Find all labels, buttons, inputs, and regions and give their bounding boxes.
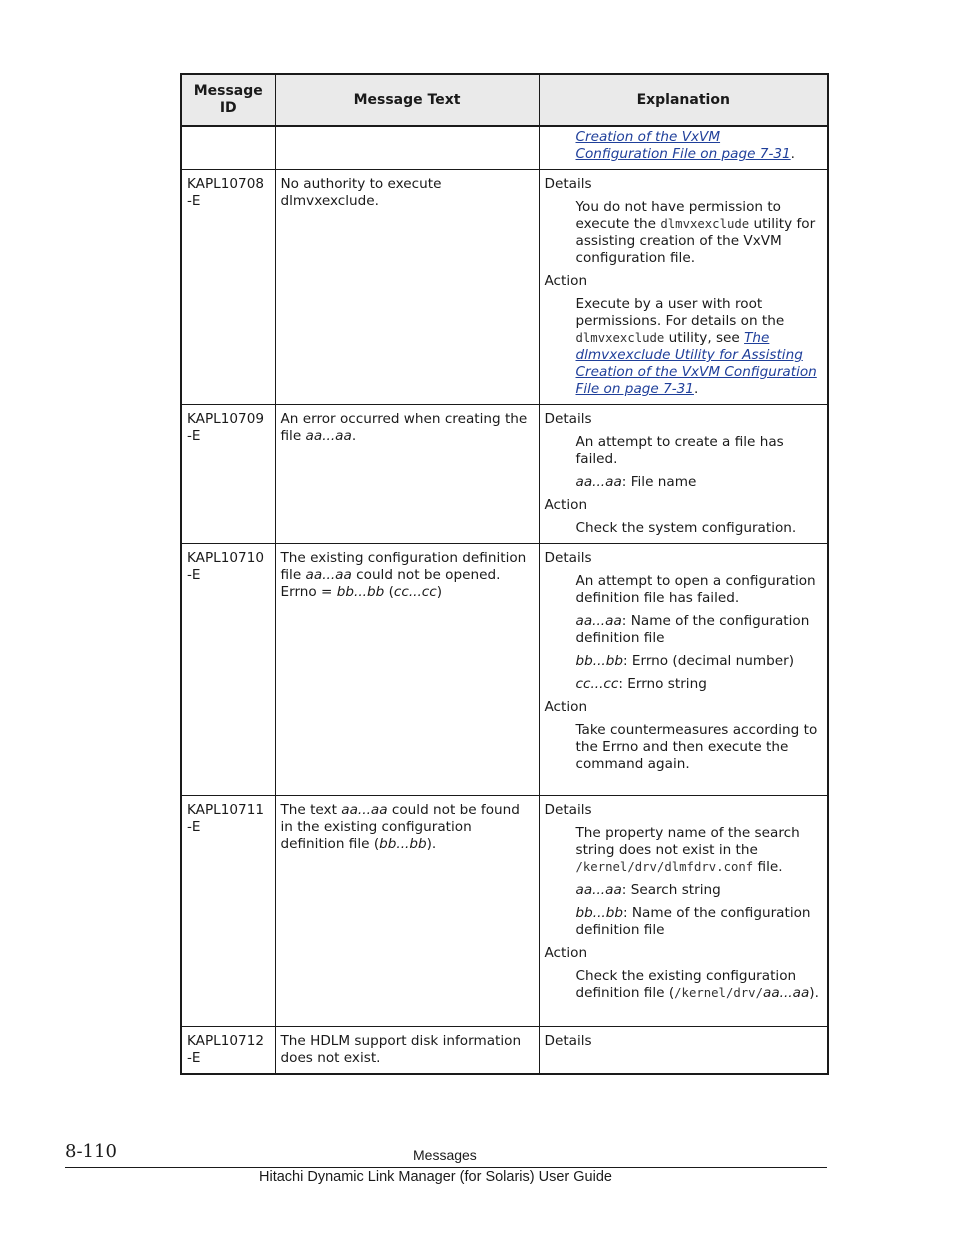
cell-id [181,126,275,170]
cell-id: KAPL10709 -E [181,405,275,544]
cell-text: The existing configuration definition file aa...aa could not be opened. Errno = bb...bb (cc...cc) [275,544,539,796]
cell-explanation [539,126,828,170]
details-text: You do not have permission to execute the dlmvxexclude utility for assisting creation of the VxVM configuration file. [575,199,816,266]
action-text: Check the system configuration. [575,520,797,536]
page-number: 8-110 [65,1141,117,1162]
details-variable: bb...bb: Name of the configuration definition file [575,905,811,938]
action-label: Action [544,273,588,289]
details-label: Details [544,411,592,427]
cell-explanation [539,544,828,796]
action-label: Action [544,945,588,961]
header-explanation: Explanation [539,74,828,126]
cell-id: KAPL10711 -E [181,796,275,1027]
header-message-text: Message Text [275,74,539,126]
details-variable: bb...bb: Errno (decimal number) [575,653,795,669]
action-label: Action [544,497,588,513]
table-row [181,796,828,1027]
cell-explanation [539,796,828,1027]
table-row [181,544,828,796]
details-variable: aa...aa: Search string [575,882,721,898]
cell-text: The HDLM support disk information does not exist. [275,1027,539,1075]
details-label: Details [544,802,592,818]
cell-id: KAPL10712 -E [181,1027,275,1075]
details-variable: cc...cc: Errno string [575,676,707,692]
reference-link[interactable]: Creation of the VxVM Configuration File on page 7-31 [575,129,791,162]
footer-title: Hitachi Dynamic Link Manager (for Solaris) User Guide [259,1169,612,1185]
action-label: Action [544,699,588,715]
footer-divider [65,1167,827,1168]
cell-text [275,126,539,170]
table-row [181,1027,828,1075]
table-row [181,405,828,544]
cell-explanation [539,170,828,405]
cell-id: KAPL10708 -E [181,170,275,405]
cell-text: No authority to execute dlmvxexclude. [275,170,539,405]
cell-explanation [539,405,828,544]
table-row [181,126,828,170]
details-text: An attempt to open a configuration definition file has failed. [575,573,816,606]
details-label: Details [544,1033,592,1049]
details-text: An attempt to create a file has failed. [575,434,784,467]
action-text: Execute by a user with root permissions. For details on the dlmvxexclude utility, see The dlmvxexclude Utility for Assisting Creation of the VxVM Configuration File on page 7-31. [575,296,817,397]
details-text: The property name of the search string does not exist in the /kernel/drv/dlmfdrv.conf file. [575,825,800,875]
details-label: Details [544,550,592,566]
footer-section: Messages [413,1147,477,1163]
details-variable: aa...aa: Name of the configuration definition file [575,613,810,646]
details-variable: aa...aa: File name [575,474,697,490]
table-header-row [181,74,828,126]
action-text: Take countermeasures according to the Errno and then execute the command again. [575,722,818,772]
table-row [181,170,828,405]
continued-reference: Creation of the VxVM Configuration File on page 7-31. [575,129,795,162]
action-text: Check the existing configuration definition file (/kernel/drv/aa...aa). [575,968,819,1001]
reference-link[interactable]: The dlmvxexclude Utility for Assisting Creation of the VxVM Configuration File on page 7-31 [575,330,817,397]
details-label: Details [544,176,592,192]
cell-id: KAPL10710 -E [181,544,275,796]
cell-explanation [539,1027,828,1075]
header-message-id: Message ID [181,74,275,126]
cell-text: The text aa...aa could not be found in the existing configuration definition file (bb...bb). [275,796,539,1027]
messages-table [180,73,829,1075]
cell-text: An error occurred when creating the file aa...aa. [275,405,539,544]
